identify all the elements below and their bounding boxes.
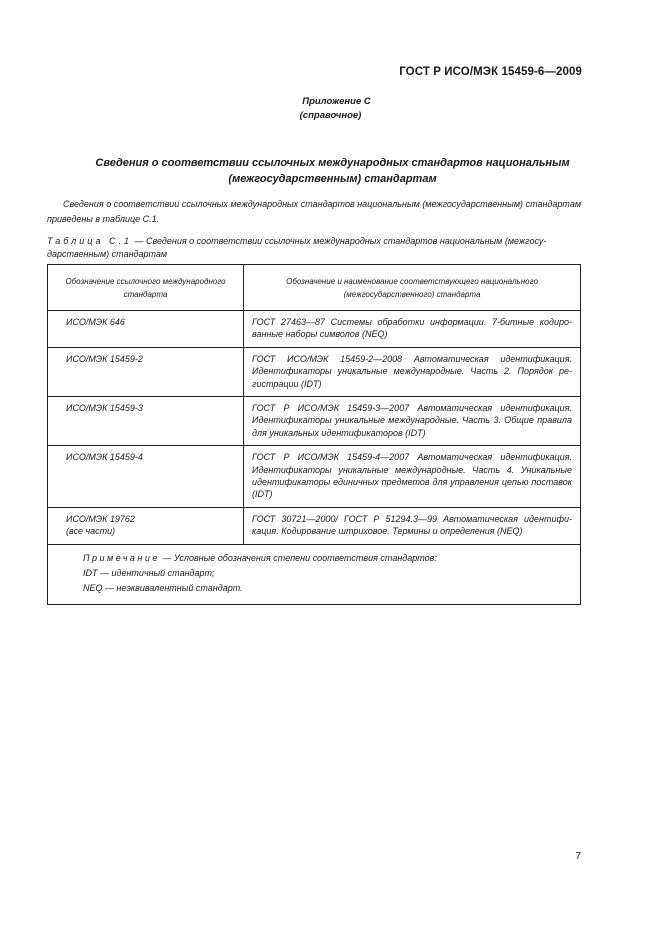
national-cell: ГОСТ Р ИСО/МЭК 15459-4—2007 Автоматическая идентификация. Идентификаторы уникальные международные. Часть 4. Уникальные идентификаторы единичных предметов для управления цепью поставок (IDT) bbox=[244, 446, 581, 508]
header-national-standard: Обозначение и наименование соответствующего национального (межгосударственного) стандарта bbox=[244, 265, 581, 311]
ref-cell: ИСО/МЭК 15459-2 bbox=[48, 347, 244, 396]
intro-paragraph: Сведения о соответствии ссылочных международных стандартов национальным (межгосударственным) стандартам приведены в таблице С.1. bbox=[47, 199, 581, 224]
table-caption bbox=[47, 235, 581, 261]
note-label: Примечание bbox=[83, 552, 160, 563]
ref-cell-line-1: ИСО/МЭК 19762 bbox=[66, 513, 135, 524]
ref-cell: ИСО/МЭК 646 bbox=[48, 311, 244, 348]
national-cell: ГОСТ ИСО/МЭК 15459-2—2008 Автоматическая идентификация. Идентификаторы уникальные международные. Часть 2. Порядок регистрации (IDT) bbox=[244, 347, 581, 396]
table-header-row bbox=[48, 265, 581, 311]
ref-cell: ИСО/МЭК 15459-4 bbox=[48, 446, 244, 508]
table-caption-text: — Сведения о соответствии ссылочных международных стандартов национальным (межгосударственным) стандартам bbox=[47, 236, 547, 259]
note-neq: NEQ — неэквивалентный стандарт. bbox=[83, 582, 243, 593]
note-text: — Условные обозначения степени соответствия стандартов: bbox=[159, 552, 437, 563]
annex-title: Приложение С bbox=[302, 96, 371, 107]
annex-heading bbox=[0, 95, 661, 123]
ref-cell bbox=[48, 507, 244, 544]
table-row bbox=[48, 397, 581, 446]
table-note bbox=[48, 544, 581, 604]
national-cell: ГОСТ 27463—87 Системы обработки информации. 7-битные кодированные наборы символов (NEQ) bbox=[244, 311, 581, 348]
note-heading bbox=[83, 551, 572, 566]
section-title-line-1: Сведения о соответствии ссылочных международных стандартов национальным bbox=[95, 157, 570, 169]
annex-status: (справочное) bbox=[299, 110, 362, 121]
table-row bbox=[48, 311, 581, 348]
table-note-row bbox=[48, 544, 581, 604]
reference-table bbox=[47, 264, 581, 605]
table-row bbox=[48, 347, 581, 396]
header-international-standard: Обозначение ссылочного международного стандарта bbox=[48, 265, 244, 311]
table-row bbox=[48, 446, 581, 508]
ref-cell-line-2: (все части) bbox=[66, 526, 116, 537]
national-cell: ГОСТ Р ИСО/МЭК 15459-3—2007 Автоматическая идентификация. Идентификаторы уникальные международные. Часть 3. Общие правила для уникальных идентификаторов (IDT) bbox=[244, 397, 581, 446]
national-cell: ГОСТ 30721—2000/ ГОСТ Р 51294.3—99 Автоматическая идентификация. Кодирование штриховое. Термины и определения (NEQ) bbox=[244, 507, 581, 544]
document-header: ГОСТ Р ИСО/МЭК 15459-6—2009 bbox=[399, 66, 582, 78]
table-row bbox=[48, 507, 581, 544]
note-idt: IDT — идентичный стандарт; bbox=[83, 567, 215, 578]
section-title-line-2: (межгосударственным) стандартам bbox=[228, 173, 437, 185]
table-caption-label: Таблица С.1 bbox=[47, 236, 133, 246]
page-number: 7 bbox=[575, 851, 581, 862]
ref-cell: ИСО/МЭК 15459-3 bbox=[48, 397, 244, 446]
section-title bbox=[60, 155, 605, 187]
